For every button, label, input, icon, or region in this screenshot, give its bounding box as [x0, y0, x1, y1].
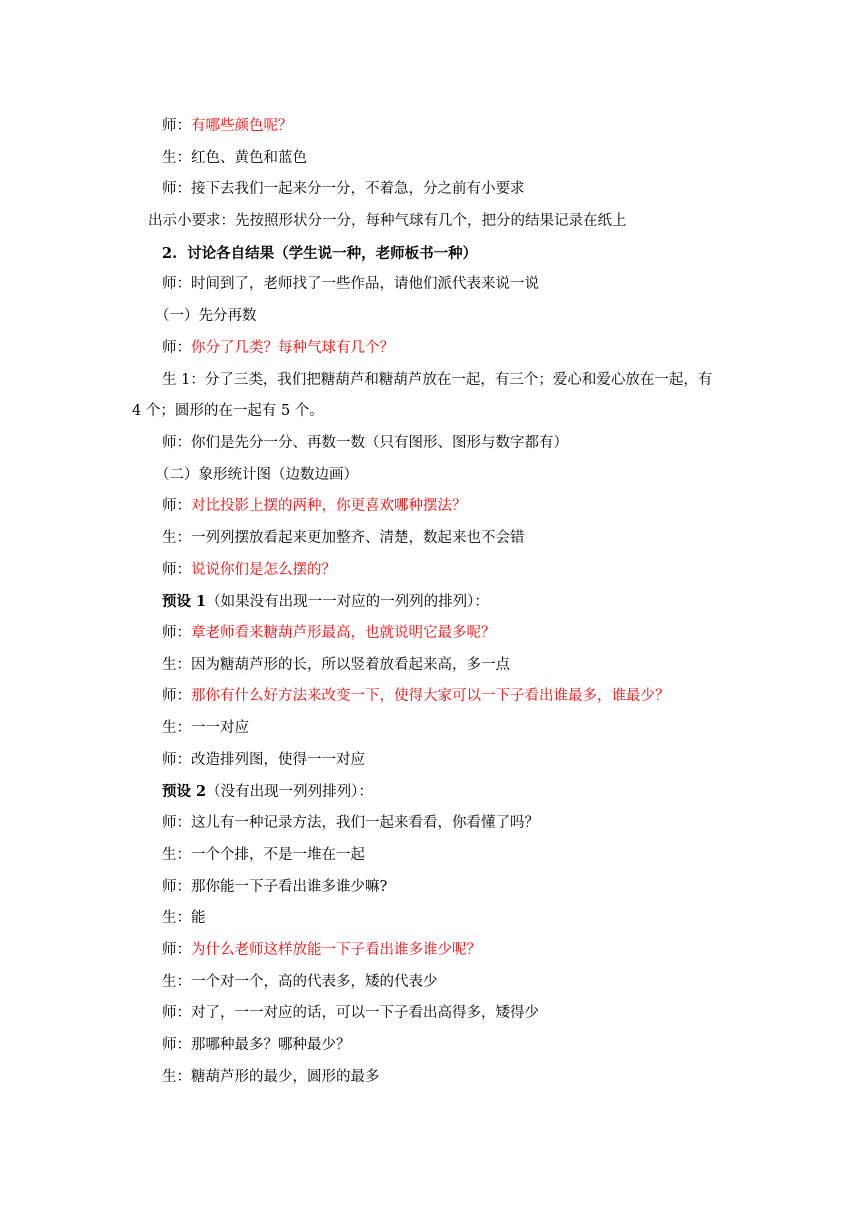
speaker-label: 师：	[162, 181, 191, 198]
section-heading-2	[0, 238, 860, 270]
line-24	[0, 840, 860, 872]
line-text: 你分了几类？每种气球有几个？	[191, 339, 394, 356]
speaker-label: 生：	[162, 846, 191, 863]
scenario-2	[0, 776, 860, 808]
line-10	[0, 396, 860, 428]
line-9	[0, 365, 860, 397]
subheading-text: （二）象形统计图（边数边画）	[155, 466, 358, 483]
line-19	[0, 681, 860, 713]
line-20	[0, 713, 860, 745]
line-31	[0, 1062, 860, 1094]
scenario-1	[0, 586, 860, 618]
line-text: 对比投影上摆的两种，你更喜欢哪种摆法？	[191, 498, 467, 515]
speaker-label: 师：	[162, 878, 191, 895]
line-29	[0, 998, 860, 1030]
speaker-label: 师：	[162, 276, 191, 293]
line-8	[0, 333, 860, 365]
speaker-label: 师：	[162, 1036, 191, 1053]
line-25	[0, 872, 860, 904]
line-text: 对了，一一对应的话，可以一下子看出高得多，矮得少	[191, 1005, 539, 1022]
line-21	[0, 745, 860, 777]
line-text: 糖葫芦形的最少，圆形的最多	[191, 1068, 380, 1085]
line-26	[0, 903, 860, 935]
speaker-label: 生：	[162, 910, 191, 927]
line-text: 能	[191, 910, 206, 927]
line-13	[0, 491, 860, 523]
scenario-text: （没有出现一列列排列）：	[206, 784, 373, 801]
line-text: 改造排列图，使得一一对应	[191, 751, 365, 768]
speaker-label: 师：	[162, 498, 191, 515]
scenario-title: 预设 1	[162, 593, 207, 611]
subheading-1	[0, 301, 860, 333]
speaker-label: 师：	[162, 815, 191, 832]
speaker-label: 生：	[162, 1068, 191, 1085]
speaker-label: 生：	[162, 149, 191, 166]
line-text: 4 个；圆形的在一起有 5 个。	[132, 403, 324, 420]
line-text: 一一对应	[191, 720, 249, 737]
speaker-label: 师：	[162, 751, 191, 768]
line-text: 一个个排，不是一堆在一起	[191, 846, 365, 863]
line-text: 那你有什么好方法来改变一下，使得大家可以一下子看出谁最多，谁最少？	[191, 688, 670, 705]
line-6	[0, 269, 860, 301]
line-text: 章老师看来糖葫芦形最高，也就说明它最多呢？	[191, 625, 496, 641]
line-28	[0, 967, 860, 999]
line-text: 说说你们是怎么摆的？	[191, 561, 336, 578]
line-text: 为什么老师这样放能一下子看出谁多谁少呢？	[191, 941, 481, 958]
line-1	[0, 111, 860, 143]
line-30	[0, 1030, 860, 1062]
line-text: 那你能一下子看出谁多谁少嘛?	[191, 878, 388, 895]
speaker-label: 生 1：	[162, 371, 205, 388]
line-text: 一列列摆放看起来更加整齐、清楚，数起来也不会错	[191, 529, 525, 546]
line-text: 接下去我们一起来分一分，不着急，分之前有小要求	[191, 181, 525, 198]
scenario-title: 预设 2	[162, 783, 207, 801]
line-text: 红色、黄色和蓝色	[191, 149, 307, 166]
section-number: 2.	[162, 244, 178, 262]
line-23	[0, 808, 860, 840]
line-11	[0, 428, 860, 460]
speaker-label: 师：	[162, 688, 191, 705]
line-text: 时间到了，老师找了一些作品，请他们派代表来说一说	[191, 276, 539, 293]
scenario-text: （如果没有出现一一对应的一列列的排列）：	[206, 594, 489, 611]
subheading-text: （一）先分再数	[155, 308, 257, 325]
speaker-label: 师：	[162, 339, 191, 356]
speaker-label: 师：	[162, 561, 191, 578]
line-text: 分了三类，我们把糖葫芦和糖葫芦放在一起，有三个；爱心和爱心放在一起，有	[204, 371, 713, 388]
speaker-label: 生：	[162, 656, 191, 673]
line-3	[0, 174, 860, 206]
section-heading-text: 讨论各自结果（学生说一种，老师板书一种）	[187, 244, 478, 262]
line-text: 一个对一个，高的代表多，矮的代表少	[191, 973, 438, 990]
speaker-label: 师：	[162, 941, 191, 958]
speaker-label: 生：	[162, 529, 191, 546]
line-text: 那哪种最多？哪种最少？	[191, 1036, 351, 1053]
line-14	[0, 523, 860, 555]
line-2	[0, 143, 860, 175]
speaker-label: 师：	[162, 434, 191, 451]
line-17	[0, 618, 860, 650]
line-text: 你们是先分一分、再数一数（只有图形、图形与数字都有）	[191, 434, 568, 451]
speaker-label: 师：	[162, 625, 191, 641]
document-body	[0, 111, 860, 1093]
speaker-label: 师：	[162, 1005, 191, 1022]
line-18	[0, 650, 860, 682]
line-text: 这儿有一种记录方法，我们一起来看看，你看懂了吗？	[191, 815, 539, 832]
speaker-label: 生：	[162, 973, 191, 990]
subheading-2	[0, 460, 860, 492]
line-15	[0, 555, 860, 587]
speaker-label: 师：	[162, 118, 191, 134]
line-text: 出示小要求：先按照形状分一分，每种气球有几个，把分的结果记录在纸上	[148, 213, 627, 230]
line-text: 有哪些颜色呢？	[191, 118, 293, 134]
line-27	[0, 935, 860, 967]
line-4	[0, 206, 860, 238]
speaker-label: 生：	[162, 720, 191, 737]
line-text: 因为糖葫芦形的长，所以竖着放看起来高，多一点	[191, 656, 510, 673]
